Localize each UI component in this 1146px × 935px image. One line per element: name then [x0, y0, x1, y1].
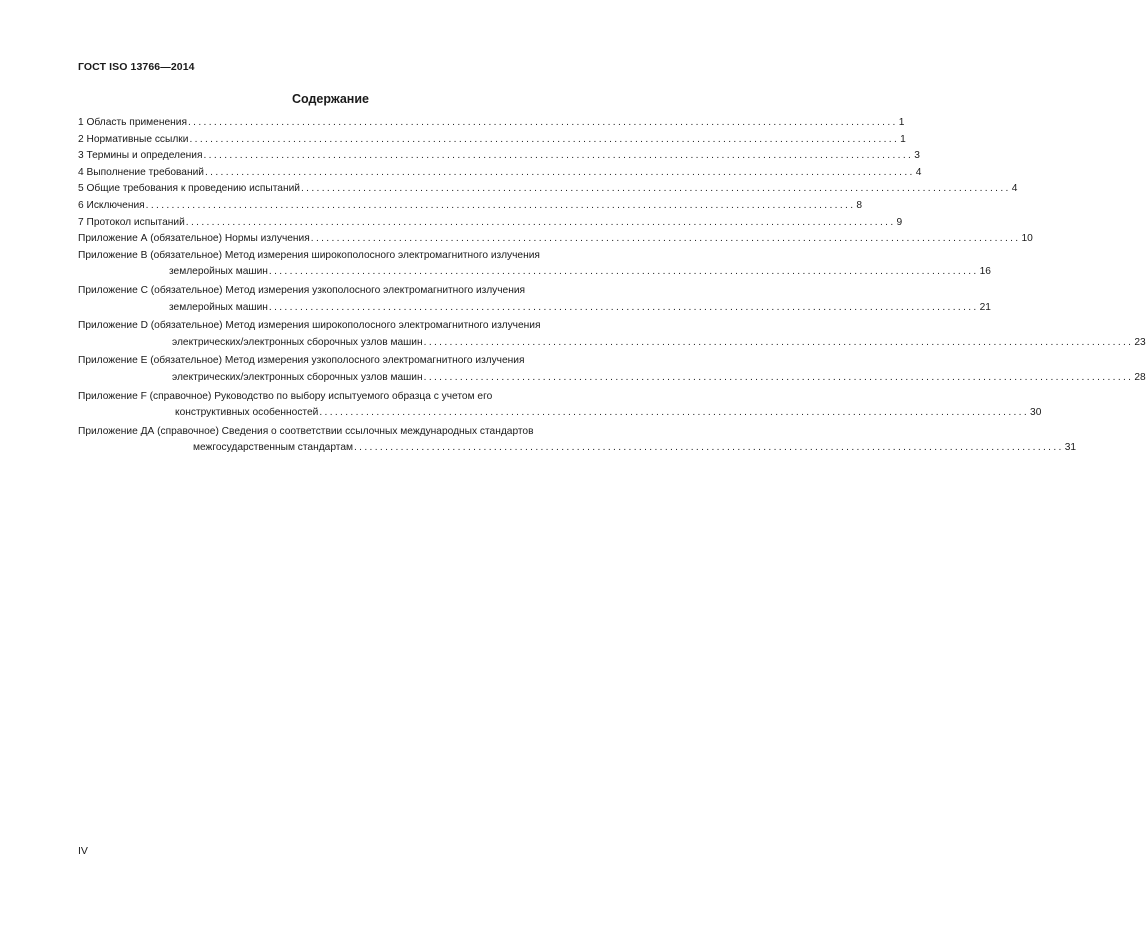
toc-entry-title: 5 Общие требования к проведению испытаний	[78, 183, 300, 195]
toc-entry-title: 4 Выполнение требований	[78, 166, 204, 178]
dot-leader: .........................................................................................................................................	[187, 117, 898, 128]
toc-entry-title: 2 Нормативные ссылки	[78, 133, 189, 145]
toc-entry-annex-e[interactable]	[78, 353, 1146, 386]
dot-leader: .........................................................................................................................................	[203, 150, 914, 162]
page-number: IV	[78, 845, 88, 857]
toc-entry-title: 1 Область применения	[78, 117, 187, 128]
toc-entry-page: 8	[856, 199, 863, 211]
dot-leader: .........................................................................................................................................	[423, 336, 1134, 348]
document-header: ГОСТ ISO 13766—2014	[78, 61, 195, 73]
toc-entry-title-continued: межгосударственным стандартам	[193, 442, 353, 454]
dot-leader: .........................................................................................................................................	[189, 133, 900, 145]
toc-entry-annex-b[interactable]	[78, 248, 991, 281]
toc-entry-title-continued: электрических/электронных сборочных узлов машин	[172, 371, 423, 383]
toc-entry-title: 7 Протокол испытаний	[78, 216, 185, 228]
toc-entry-5[interactable]	[78, 181, 1018, 198]
toc-entry-page: 9	[896, 216, 903, 228]
toc-entry-annex-a[interactable]	[78, 231, 1033, 248]
dot-leader: .........................................................................................................................................	[185, 216, 896, 228]
toc-entry-page: 3	[914, 150, 920, 162]
toc-entry-page: 1	[900, 133, 906, 145]
toc-entry-annex-da[interactable]	[78, 424, 1077, 457]
dot-leader: .........................................................................................................................................	[268, 301, 979, 313]
dot-leader: .........................................................................................................................................	[300, 183, 1011, 195]
toc-entry-3[interactable]	[78, 148, 920, 165]
toc-entry-page: 30	[1030, 407, 1042, 419]
toc-entry-title-continued: землеройных машин	[169, 301, 268, 313]
dot-leader: .........................................................................................................................................	[354, 442, 1064, 454]
toc-entry-page: 1	[898, 117, 905, 128]
toc-entry-6[interactable]	[78, 198, 863, 215]
toc-entry-2[interactable]	[78, 132, 906, 149]
dot-leader: .........................................................................................................................................	[204, 166, 915, 178]
toc-entry-page: 4	[1011, 183, 1018, 195]
toc-entry-title-continued: конструктивных особенностей	[175, 407, 319, 419]
toc-entry-title-line: Приложение D (обязательное) Метод измерения широкополосного электромагнитного излучения	[78, 320, 541, 332]
toc-entry-page: 21	[979, 301, 991, 313]
toc-entry-1[interactable]	[78, 115, 905, 132]
toc-entry-title-continued: землеройных машин	[169, 266, 268, 278]
toc-entry-page: 10	[1021, 233, 1033, 245]
toc-entry-title-line: Приложение F (справочное) Руководство по выбору испытуемого образца с учетом его	[78, 390, 493, 402]
toc-entry-annex-f[interactable]	[78, 389, 1042, 422]
toc-entry-4[interactable]	[78, 165, 922, 182]
toc-entry-annex-c[interactable]	[78, 283, 991, 316]
toc-entry-page: 16	[979, 266, 991, 278]
toc-entry-page: 28	[1134, 371, 1146, 383]
toc-entry-title: 6 Исключения	[78, 199, 145, 211]
toc-entry-title-line: Приложение В (обязательное) Метод измерения широкополосного электромагнитного излучения	[78, 249, 540, 261]
toc-entry-title: 3 Термины и определения	[78, 150, 203, 162]
dot-leader: .........................................................................................................................................	[145, 199, 856, 211]
dot-leader: .........................................................................................................................................	[310, 233, 1021, 245]
toc-entry-page: 23	[1134, 336, 1146, 348]
toc-entry-title-line: Приложение Е (обязательное) Метод измерения узкополосного электромагнитного излучения	[78, 355, 525, 367]
toc-entry-title-line: Приложение ДА (справочное) Сведения о соответствии ссылочных международных стандартов	[78, 425, 534, 437]
toc-title: Содержание	[291, 92, 369, 106]
toc-entry-page: 31	[1064, 442, 1077, 454]
dot-leader: .........................................................................................................................................	[319, 407, 1030, 419]
dot-leader: .........................................................................................................................................	[268, 266, 979, 278]
toc-entry-7[interactable]	[78, 215, 903, 232]
toc-entry-page: 4	[915, 166, 922, 178]
toc-entry-annex-d[interactable]	[78, 318, 1146, 351]
dot-leader: .........................................................................................................................................	[423, 371, 1134, 383]
toc-entry-title-continued: электрических/электронных сборочных узлов машин	[172, 336, 423, 348]
table-of-contents	[78, 115, 1146, 457]
toc-entry-title-line: Приложение С (обязательное) Метод измерения узкополосного электромагнитного излучения	[78, 284, 526, 296]
toc-entry-title: Приложение А (обязательное) Нормы излучения	[78, 233, 310, 245]
